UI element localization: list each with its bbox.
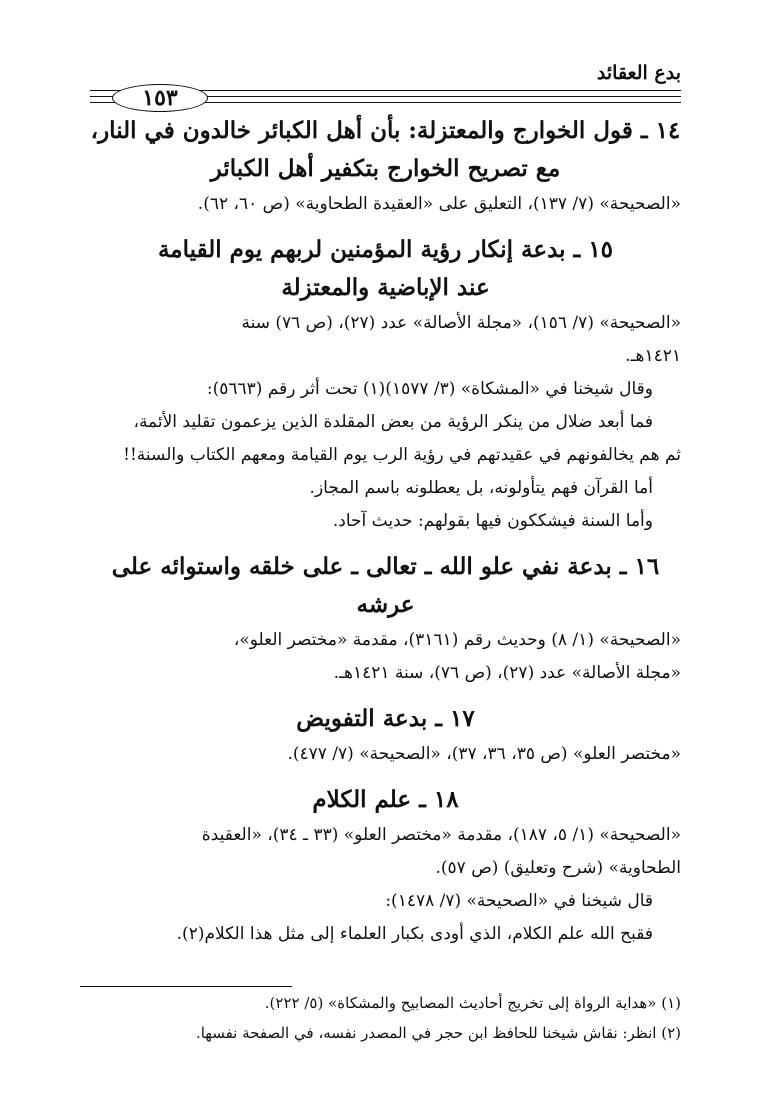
section-17-reference: «مختصر العلو» (ص ٣٥، ٣٦، ٣٧)، «الصحيحة» (٧/ ٤٧٧). xyxy=(287,744,681,764)
section-15-heading: ١٥ ـ بدعة إنكار رؤية المؤمنين لربهم يوم القيامة xyxy=(157,236,614,263)
footnote-separator xyxy=(80,986,292,987)
section-14-heading-cont: مع تصريح الخوارج بتكفير أهل الكبائر xyxy=(210,155,561,182)
section-18-quote-line: فقبح الله علم الكلام، الذي أودى بكبار العلماء إلى مثل هذا الكلام(٢). xyxy=(176,924,653,944)
section-15-heading-cont: عند الإباضية والمعتزلة xyxy=(281,274,490,301)
section-18-reference-cont: الطحاوية» (شرح وتعليق) (ص ٥٧). xyxy=(435,858,681,878)
page-number: ١٥٣ xyxy=(112,84,208,112)
section-15-quote-line: وأما السنة فيشككون فيها بقولهم: حديث آحاد. xyxy=(332,511,653,531)
section-18-quote-intro: قال شيخنا في «الصحيحة» (٧/ ١٤٧٨): xyxy=(385,891,653,911)
section-15-quote-line: ثم هم يخالفونهم في عقيدتهم في رؤية الرب يوم القيامة ومعهم الكتاب والسنة!! xyxy=(123,445,681,465)
page-body xyxy=(90,112,681,951)
section-16-heading: ١٦ ـ بدعة نفي علو الله ـ تعالى ـ على خلقه واستوائه على عرشه xyxy=(111,553,660,618)
running-title: بدع العقائد xyxy=(596,62,681,84)
section-16-reference-cont: «مجلة الأصالة» عدد (٢٧)، (ص ٧٦)، سنة ١٤٢١هـ. xyxy=(333,663,681,683)
section-14-reference: «الصحيحة» (٧/ ١٣٧)، التعليق على «العقيدة الطحاوية» (ص ٦٠، ٦٢). xyxy=(197,194,681,214)
section-15-reference-cont: ١٤٢١هـ. xyxy=(625,346,681,366)
footnote-2: (٢) انظر: نقاش شيخنا للحافظ ابن حجر في المصدر نفسه، في الصفحة نفسها. xyxy=(195,1024,681,1042)
section-16-reference: «الصحيحة» (١/ ٨) وحديث رقم (٣١٦١)، مقدمة «مختصر العلو»، xyxy=(233,630,681,650)
section-15-quote-line: أما القرآن فهم يتأولونه، بل يعطلونه باسم المجاز. xyxy=(309,478,653,498)
footnotes xyxy=(90,988,681,1048)
footnote-1: (١) «هداية الرواة إلى تخريج أحاديث المصابيح والمشكاة» (٥/ ٢٢٢). xyxy=(264,994,681,1012)
section-15-reference: «الصحيحة» (٧/ ١٥٦)، «مجلة الأصالة» عدد (٢٧)، (ص ٧٦) سنة xyxy=(241,313,681,333)
section-15-quote-intro: وقال شيخنا في «المشكاة» (٣/ ١٥٧٧)(١) تحت أثر رقم (٥٦٦٣): xyxy=(206,379,653,399)
section-14-heading: ١٤ ـ قول الخوارج والمعتزلة: بأن أهل الكبائر خالدون في النار، xyxy=(90,117,681,144)
header-rule xyxy=(90,84,681,110)
section-15-quote-line: فما أبعد ضلال من ينكر الرؤية من بعض المقلدة الذين يزعمون تقليد الأئمة، xyxy=(133,412,653,432)
section-18-reference: «الصحيحة» (١/ ٥، ١٨٧)، مقدمة «مختصر العلو» (٣٣ ـ ٣٤)، «العقيدة xyxy=(201,825,681,845)
section-17-heading: ١٧ ـ بدعة التفويض xyxy=(296,705,475,732)
section-18-heading: ١٨ ـ علم الكلام xyxy=(312,786,459,813)
